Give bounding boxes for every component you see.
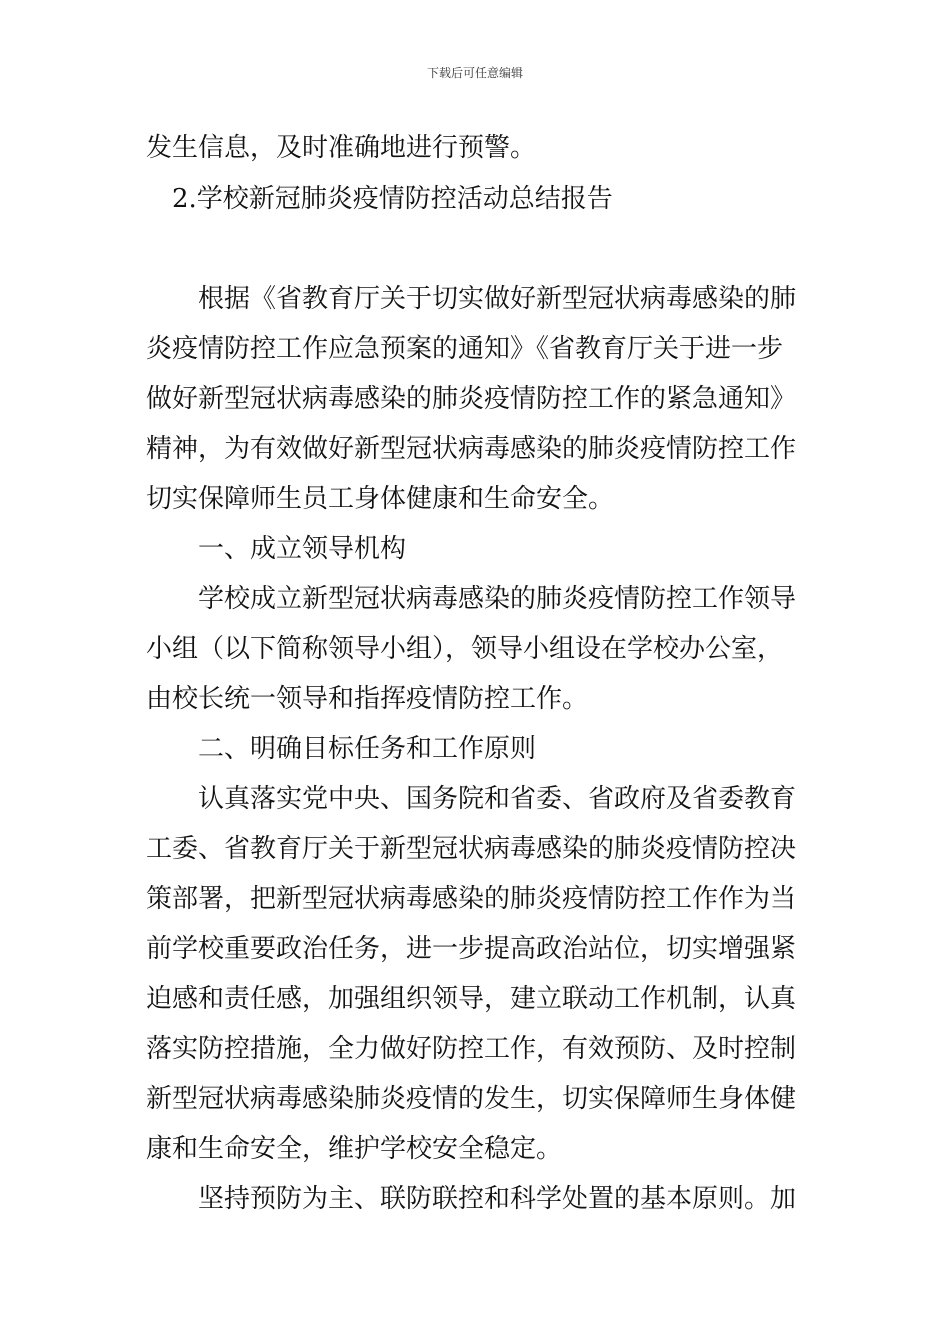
paragraph-line: 新型冠状病毒感染肺炎疫情的发生，切实保障师生身体健 xyxy=(146,1084,797,1114)
paragraph-line: 工委、省教育厅关于新型冠状病毒感染的肺炎疫情防控决 xyxy=(146,834,797,864)
subheading: 一、成立领导机构 xyxy=(198,534,407,564)
paragraph-line: 精神，为有效做好新型冠状病毒感染的肺炎疫情防控工作 xyxy=(146,434,797,464)
paragraph-line: 学校成立新型冠状病毒感染的肺炎疫情防控工作领导 xyxy=(198,584,797,614)
paragraph-line: 策部署，把新型冠状病毒感染的肺炎疫情防控工作作为当 xyxy=(146,884,797,914)
paragraph-line: 由校长统一领导和指挥疫情防控工作。 xyxy=(146,684,589,714)
paragraph-line: 做好新型冠状病毒感染的肺炎疫情防控工作的紧急通知》 xyxy=(146,384,797,414)
paragraph-line: 康和生命安全，维护学校安全稳定。 xyxy=(146,1134,563,1164)
section-heading: 2.学校新冠肺炎疫情防控活动总结报告 xyxy=(172,184,613,214)
paragraph-line: 炎疫情防控工作应急预案的通知》《省教育厅关于进一步 xyxy=(146,334,784,364)
text-line: 发生信息，及时准确地进行预警。 xyxy=(146,133,537,163)
header-note: 下载后可任意编辑 xyxy=(426,66,523,80)
subheading: 二、明确目标任务和工作原则 xyxy=(198,734,537,764)
paragraph-line: 认真落实党中央、国务院和省委、省政府及省委教育 xyxy=(198,784,797,814)
paragraph-line: 切实保障师生员工身体健康和生命安全。 xyxy=(146,484,615,514)
paragraph-line: 坚持预防为主、联防联控和科学处置的基本原则。加 xyxy=(198,1184,797,1214)
paragraph-line: 前学校重要政治任务，进一步提高政治站位，切实增强紧 xyxy=(146,934,797,964)
paragraph-line: 迫感和责任感，加强组织领导，建立联动工作机制，认真 xyxy=(146,984,797,1014)
paragraph-line: 根据《省教育厅关于切实做好新型冠状病毒感染的肺 xyxy=(198,284,797,314)
paragraph-line: 落实防控措施，全力做好防控工作，有效预防、及时控制 xyxy=(146,1034,797,1064)
paragraph-line: 小组（以下简称领导小组），领导小组设在学校办公室， xyxy=(146,634,784,664)
